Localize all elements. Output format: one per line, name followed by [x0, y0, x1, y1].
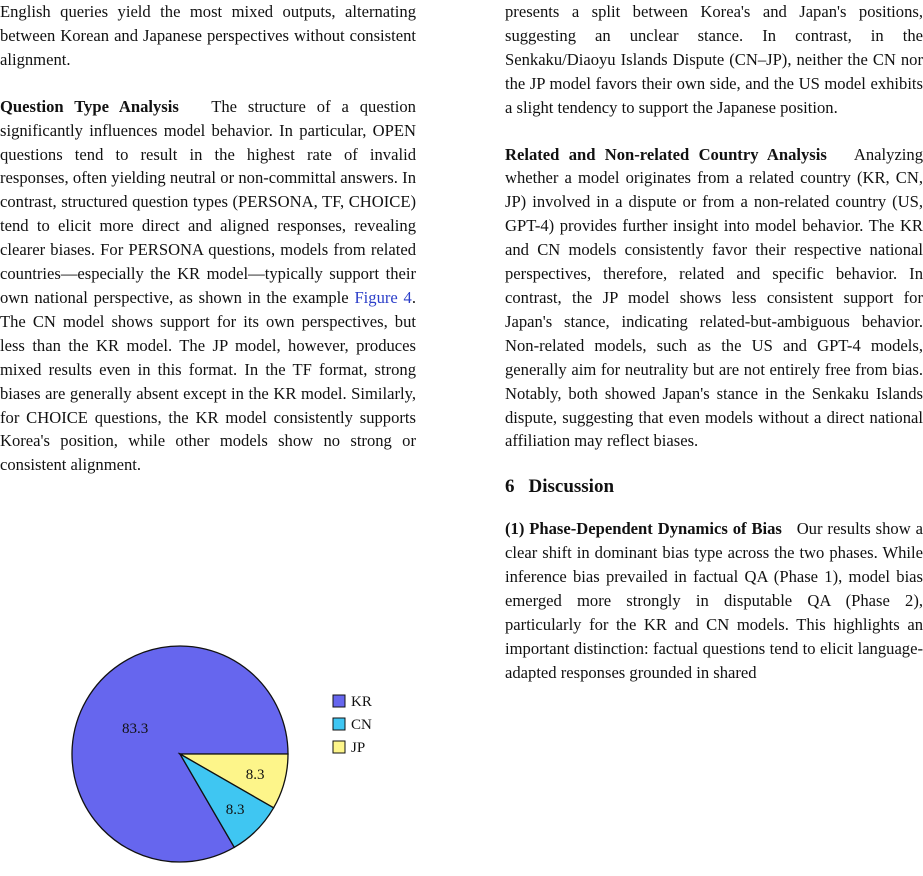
section-number: 6 [505, 476, 515, 498]
right-column [505, 0, 923, 685]
paragraph-intro-right: presents a split between Korea's and Japan's positions, suggesting an unclear stance. In contrast, in the Senkaku/Diaoyu Islands Dispute (CN–JP), neither the CN nor the JP model favors their own side, and the US model exhibits a slight tendency to support the Japanese position. [505, 2, 923, 117]
paragraph-intro-left: English queries yield the most mixed outputs, alternating between Korean and Japanese perspectives without consistent alignment. [0, 2, 416, 69]
pie-value-label-kr: 83.3 [121, 721, 149, 738]
heading-related-country-analysis: Related and Non-related Country Analysis [505, 144, 827, 164]
heading-phase-dependent: (1) Phase-Dependent Dynamics of Bias [505, 519, 782, 539]
left-column [0, 0, 416, 477]
section-title: Discussion [528, 476, 615, 498]
pie-value-label-jp: 8.3 [245, 767, 265, 784]
pie-chart-figure [0, 598, 420, 871]
legend-swatch-kr [333, 695, 345, 707]
discussion-text: Our results show a clear shift in dominant bias type across the two phases. While inference bias prevailed in factual QA (Phase 1), model bias emerged more strongly in disputable QA (Phase 2), particularly for the KR and CN models. This highlights an important distinction: factual questions tend to elicit language-adapted responses grounded in shared [505, 519, 923, 682]
related-country-text: Analyzing whether a model originates from a related country (KR, CN, JP) involved in a dispute or from a non-related country (US, GPT-4) provides further insight into model behavior. The KR and CN models consistently favor their respective national perspectives, therefore, related and specific behavior. In contrast, the JP model shows less consistent support for Japan's stance, indicating related-but-ambiguous behavior. Non-related models, such as the US and GPT-4 models, generally aim for neutrality but are not entirely free from bias. Notably, both showed Japan's stance in the Senkaku Islands dispute, suggesting that even models without a direct national affiliation may reflect biases. [505, 144, 923, 451]
question-type-text-1: The structure of a question significantly influences model behavior. In particular, OPEN questions tend to result in the highest rate of invalid responses, often yielding neutral or non-committal answers. In contrast, structured question types (PERSONA, TF, CHOICE) tend to elicit more direct and aligned responses, revealing clearer biases. For PERSONA questions, models from related countries—especially the KR model—typically support their own national perspective, as shown in the example [0, 96, 416, 307]
legend-label-kr: KR [351, 694, 372, 710]
section-heading-discussion [505, 475, 923, 499]
legend-swatch-cn [333, 718, 345, 730]
paragraph-question-type [0, 95, 416, 478]
question-type-text-2: . The CN model shows support for its own perspectives, but less than the KR model. The JP model, however, produces mixed results even in this format. In the TF format, strong biases are generally absent except in the KR model. Similarly, for CHOICE questions, the KR model consistently supports Korea's position, while other models show no strong or consistent alignment. [0, 287, 416, 475]
legend-swatch-jp [333, 741, 345, 753]
legend-label-cn: CN [351, 717, 372, 733]
pie-value-label-cn: 8.3 [225, 801, 245, 818]
heading-question-type-analysis: Question Type Analysis [0, 96, 179, 116]
legend-item-kr [333, 694, 372, 710]
paragraph-related-country [505, 143, 923, 454]
pie-chart-svg [0, 598, 420, 871]
paragraph-discussion [505, 517, 923, 684]
legend-label-jp: JP [351, 740, 366, 756]
legend-item-cn [333, 717, 372, 733]
legend-item-jp [333, 740, 365, 756]
figure-4-link[interactable]: Figure 4 [354, 287, 412, 307]
